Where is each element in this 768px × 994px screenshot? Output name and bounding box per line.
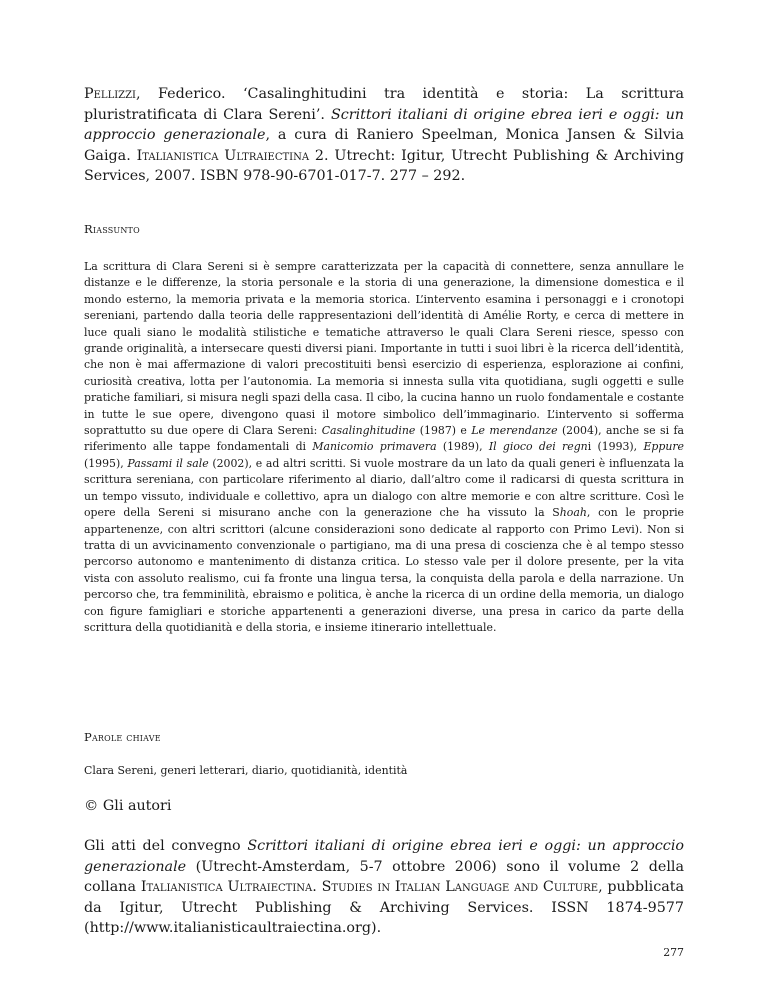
abstract-segment: (1989),: [436, 440, 489, 454]
abstract-segment: (1995),: [84, 456, 128, 470]
work-title: Le merendanze: [471, 424, 558, 438]
author-surname: ellizzi: [93, 86, 137, 102]
note-segment: Gli atti del convegno: [84, 838, 248, 854]
publication-note: [84, 836, 684, 939]
abstract-segment: (1987) e: [415, 424, 472, 438]
bibliographic-citation: [84, 84, 684, 187]
work-title: Eppure: [643, 440, 684, 454]
editors: , a cura di Raniero Speelman, Monica Jansen & Silvia Gaiga.: [84, 127, 684, 164]
abstract-segment: , con le proprie appartenenze, con altri scrittori (alcune considerazioni sono dedicate al rapporto con Primo Levi). Non si tratta di un avvicinamento convenzionale o partigiano, ma di una presa di coscienza che è al tempo stesso percorso autonomo e mantenimento di distanza critica. Lo stesso vale per il dolore presente, per la vita vista con assoluto realismo, cui fa fronte una lingua tersa, la conquista della parola e della narrazione. Un percorso che, tra femminilità, ebraismo e politica, è anche la ricerca di un ordine della memoria, un dialogo con figure famigliari e storiche appartenenti a generazioni diverse, una presa in carico da parte della scrittura della quotidianità e della storia, e insieme itinerario intellettuale.: [84, 506, 684, 634]
abstract-text: [84, 259, 684, 636]
work-title: Manicomio primavera: [312, 440, 437, 454]
series-name: Italianistica Ultraiectina. Studies in Italian Language and Culture: [140, 879, 599, 896]
copyright-notice: © Gli autori: [84, 798, 172, 814]
book-title: Scrittori italiani di origine ebrea ieri e oggi: un approccio generazionale: [84, 106, 685, 143]
work-title: Passami il sale: [127, 456, 209, 470]
work-title: Casalinghitudine: [321, 424, 416, 438]
abstract-segment: (2002), e ad altri scritti. Si vuole mostrare da un lato da quali generi è influenzata la scrittura sereniana, con particolare riferimento al diario, dall’altro come il radicarsi di questa scrittura in un tempo vissuto, individuale e collettivo, apra un dialogo con altre memorie e con altre scritture. Così le opere della Sereni si misurano anche con la generazione che ha vissuto la S: [84, 456, 685, 520]
note-segment: , pubblicata da Igitur, Utrecht Publishing & Archiving Services. ISSN 1874-9577 (http://www.italianisticaultraiectina.org).: [84, 879, 685, 937]
abstract-segment: (2004), anche se si fa riferimento alle tappe fondamentali di: [84, 424, 684, 454]
series-name: Italianistica Ultraiectina: [136, 147, 310, 164]
page-number: 277: [663, 946, 684, 959]
work-title: Il gioco dei regn: [488, 440, 588, 454]
author-given-name: , Federico.: [136, 86, 243, 102]
riassunto-heading: Riassunto: [84, 222, 140, 236]
keywords-list: Clara Sereni, generi letterari, diario, quotidianità, identità: [84, 764, 408, 777]
abstract-segment: i (1993),: [587, 440, 644, 454]
abstract-segment: La scrittura di Clara Sereni si è sempre caratterizzata per la capacità di connettere, senza annullare le distanze e le differenze, la storia personale e la storia di una generazione, la dimensione domestica e il mondo esterno, la memoria privata e la memoria storica. L’intervento esamina i personaggi e i cronotopi sereniani, partendo dalla teoria delle rappresentazioni dell’identità di Amélie Rorty, e cerca di mettere in luce quali siano le modalità stilistiche e tematiche attraverso le quali Clara Sereni riesce, spesso con grande originalità, a intersecare questi diversi piani. Importante in tutti i suoi libri è la ricerca dell’identità, che non è mai affermazione di valori precostituiti bensì esercizio di esperienza, esplorazione ai confini, curiosità creativa, lotta per l’autonomia. La memoria si innesta sulla vita quotidiana, sugli oggetti e sulle pratiche familiari, si misura negli spazi della casa. Il cibo, la cucina hanno un ruolo fondamentale e costante in tutte le sue opere, divengono quasi il motore simbolico dell’immaginario. L’intervento si sofferma soprattutto su due opere di Clara Sereni:: [84, 260, 684, 438]
publication-details: 2. Utrecht: Igitur, Utrecht Publishing & Archiving Services, 2007. ISBN 978-90-6701-017-7. 277 – 292.: [84, 147, 684, 184]
keywords-heading: Parole chiave: [84, 730, 161, 744]
author-initial: P: [84, 86, 94, 102]
article-title: ‘Casalinghitudini tra identità e storia: La scrittura pluristratificata di Clara Sereni’.: [84, 86, 684, 123]
note-segment: (Utrecht-Amsterdam, 5-7 ottobre 2006) sono il volume 2 della collana: [84, 858, 684, 896]
conference-title: Scrittori italiani di origine ebrea ieri e oggi: un approccio generazionale: [84, 838, 684, 875]
shoah-term: hoah: [559, 506, 587, 520]
